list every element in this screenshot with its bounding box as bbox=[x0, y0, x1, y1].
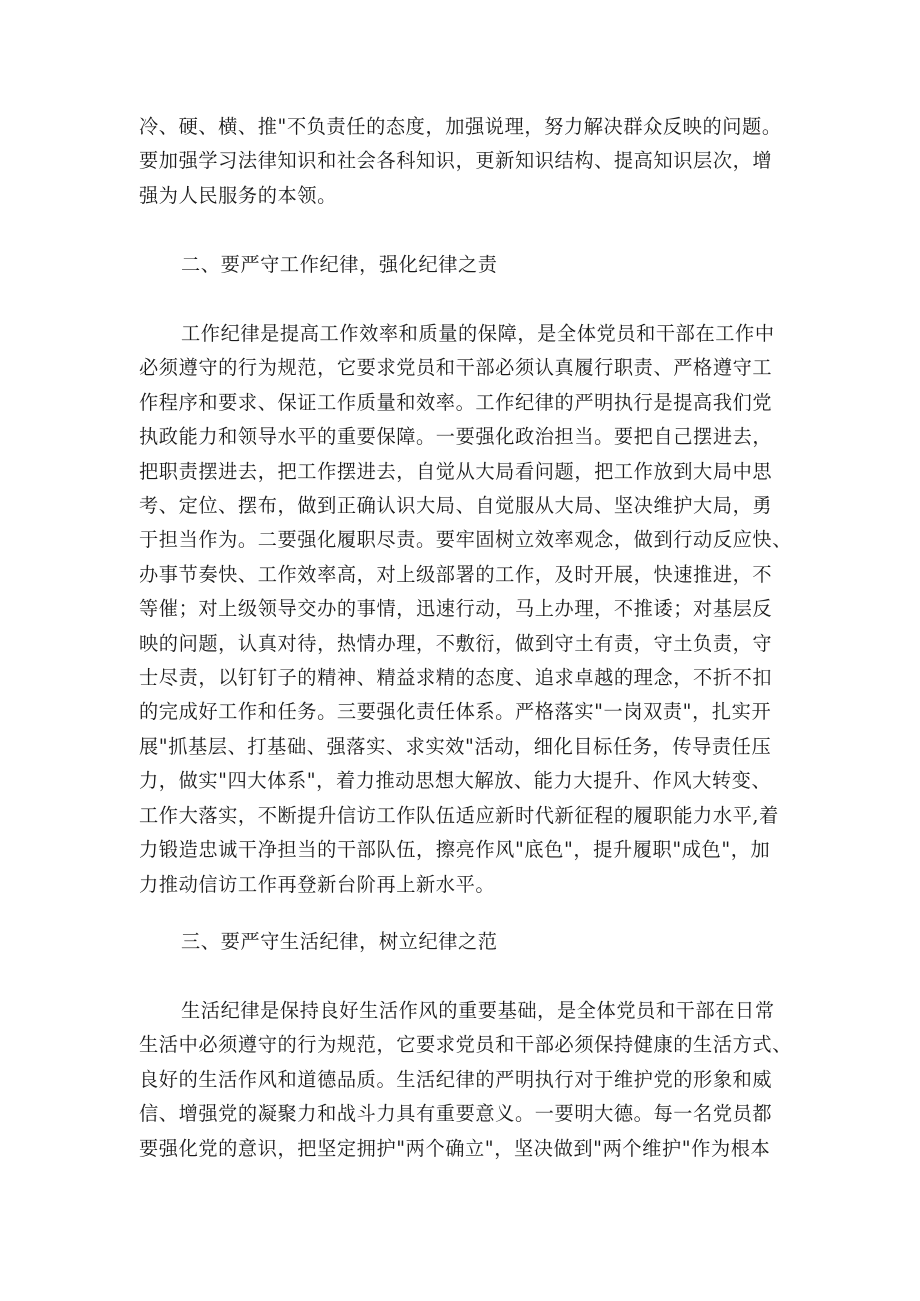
paragraph-line: 考、定位、摆布，做到正确认识大局、自觉服从大局、坚决维护大局，勇 bbox=[139, 494, 773, 518]
paragraph-line: 力推动信访工作再登新台阶再上新水平。 bbox=[139, 872, 496, 896]
paragraph-line: 力锻造忠诚干净担当的干部队伍，擦亮作风"底色"，提升履职"成色"，加 bbox=[139, 838, 771, 862]
section-heading-3: 三、要严守生活纪律，树立纪律之范 bbox=[181, 930, 498, 953]
paragraph-line: 把职责摆进去，把工作摆进去，自觉从大局看问题，把工作放到大局中思 bbox=[139, 459, 773, 483]
paragraph-line: 信、增强党的凝聚力和战斗力具有重要意义。一要明大德。每一名党员都 bbox=[139, 1102, 773, 1126]
paragraph-line: 于担当作为。二要强化履职尽责。要牢固树立效率观念，做到行动反应快、 bbox=[139, 528, 792, 552]
paragraph-line: 强为人民服务的本领。 bbox=[139, 183, 337, 207]
paragraph-line: 工作大落实，不断提升信访工作队伍适应新时代新征程的履职能力水平,着 bbox=[139, 803, 779, 827]
paragraph-line: 工作纪律是提高工作效率和质量的保障，是全体党员和干部在工作中 bbox=[181, 322, 775, 345]
paragraph-line: 要加强学习法律知识和社会各科知识，更新知识结构、提高知识层次，增 bbox=[139, 149, 773, 173]
paragraph-line: 办事节奏快、工作效率高，对上级部署的工作，及时开展，快速推进，不 bbox=[139, 562, 773, 586]
paragraph-line: 力，做实"四大体系"，着力推动思想大解放、能力大提升、作风大转变、 bbox=[139, 769, 772, 793]
paragraph-line: 冷、硬、横、推"不负责任的态度，加强说理，努力解决群众反映的问题。 bbox=[139, 115, 782, 138]
paragraph-line: 必须遵守的行为规范，它要求党员和干部必须认真履行职责、严格遵守工 bbox=[139, 356, 773, 380]
paragraph-line: 良好的生活作风和道德品质。生活纪律的严明执行对于维护党的形象和威 bbox=[139, 1067, 773, 1091]
paragraph-line: 士尽责，以钉钉子的精神、精益求精的态度、追求卓越的理念，不折不扣 bbox=[139, 666, 773, 690]
section-heading-2: 二、要严守工作纪律，强化纪律之责 bbox=[181, 253, 498, 276]
section-2-paragraph bbox=[139, 317, 791, 902]
paragraph-line: 作程序和要求、保证工作质量和效率。工作纪律的严明执行是提高我们党 bbox=[139, 390, 773, 414]
paragraph-line: 的完成好工作和任务。三要强化责任体系。严格落实"一岗双责"，扎实开 bbox=[139, 700, 772, 724]
section-3-paragraph bbox=[139, 994, 791, 1166]
paragraph-line: 展"抓基层、打基础、强落实、求实效"活动，细化目标任务，传导责任压 bbox=[139, 734, 772, 758]
paragraph-line: 生活纪律是保持良好生活作风的重要基础，是全体党员和干部在日常 bbox=[181, 999, 775, 1022]
paragraph-line: 生活中必须遵守的行为规范，它要求党员和干部必须保持健康的生活方式、 bbox=[139, 1033, 792, 1057]
paragraph-line: 等催；对上级领导交办的事情，迅速行动，马上办理，不推诿；对基层反 bbox=[139, 597, 773, 621]
paragraph-line: 映的问题，认真对待，热情办理，不敷衍，做到守土有责，守土负责，守 bbox=[139, 631, 773, 655]
paragraph-line: 执政能力和领导水平的重要保障。一要强化政治担当。要把自己摆进去， bbox=[139, 425, 773, 449]
intro-paragraph bbox=[139, 110, 791, 213]
paragraph-line: 要强化党的意识，把坚定拥护"两个确立"，坚决做到"两个维护"作为根本 bbox=[139, 1136, 771, 1160]
